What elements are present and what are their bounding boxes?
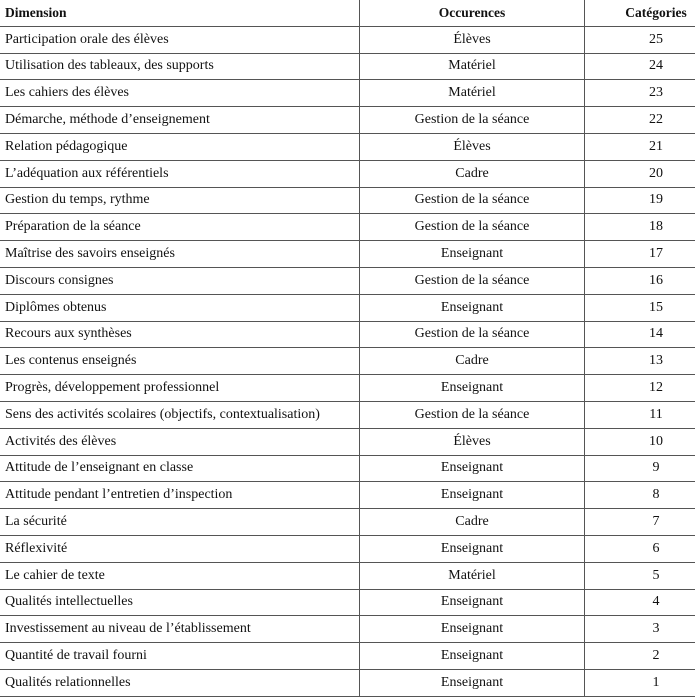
cell-occurence: Cadre xyxy=(360,348,585,375)
cell-dimension: La sécurité xyxy=(0,509,360,536)
cell-categorie: 10 xyxy=(585,428,695,455)
cell-categorie: 15 xyxy=(585,294,695,321)
cell-dimension: Le cahier de texte xyxy=(0,562,360,589)
cell-occurence: Élèves xyxy=(360,428,585,455)
cell-categorie: 7 xyxy=(585,509,695,536)
table-row xyxy=(0,589,695,616)
cell-dimension: Utilisation des tableaux, des supports xyxy=(0,53,360,80)
cell-occurence: Élèves xyxy=(360,133,585,160)
table-row xyxy=(0,375,695,402)
header-dimension: Dimension xyxy=(0,0,360,26)
cell-occurence: Enseignant xyxy=(360,241,585,268)
table-row xyxy=(0,509,695,536)
cell-dimension: L’adéquation aux référentiels xyxy=(0,160,360,187)
cell-categorie: 3 xyxy=(585,616,695,643)
cell-categorie: 20 xyxy=(585,160,695,187)
table-row xyxy=(0,321,695,348)
cell-categorie: 18 xyxy=(585,214,695,241)
cell-categorie: 17 xyxy=(585,241,695,268)
table-row xyxy=(0,562,695,589)
cell-categorie: 21 xyxy=(585,133,695,160)
cell-occurence: Enseignant xyxy=(360,375,585,402)
cell-occurence: Enseignant xyxy=(360,669,585,696)
cell-dimension: Qualités intellectuelles xyxy=(0,589,360,616)
table-row xyxy=(0,669,695,696)
cell-occurence: Enseignant xyxy=(360,482,585,509)
cell-occurence: Gestion de la séance xyxy=(360,187,585,214)
table-row xyxy=(0,401,695,428)
cell-categorie: 19 xyxy=(585,187,695,214)
cell-occurence: Gestion de la séance xyxy=(360,214,585,241)
cell-categorie: 4 xyxy=(585,589,695,616)
cell-categorie: 25 xyxy=(585,26,695,53)
table-row xyxy=(0,616,695,643)
cell-dimension: Les cahiers des élèves xyxy=(0,80,360,107)
cell-dimension: Progrès, développement professionnel xyxy=(0,375,360,402)
header-categories: Catégories xyxy=(585,0,695,26)
cell-categorie: 6 xyxy=(585,535,695,562)
cell-occurence: Enseignant xyxy=(360,294,585,321)
cell-dimension: Attitude de l’enseignant en classe xyxy=(0,455,360,482)
cell-occurence: Élèves xyxy=(360,26,585,53)
table-row xyxy=(0,535,695,562)
cell-occurence: Cadre xyxy=(360,160,585,187)
cell-occurence: Gestion de la séance xyxy=(360,267,585,294)
cell-occurence: Enseignant xyxy=(360,643,585,670)
cell-occurence: Enseignant xyxy=(360,616,585,643)
table-header-row xyxy=(0,0,695,26)
cell-dimension: Recours aux synthèses xyxy=(0,321,360,348)
cell-dimension: Attitude pendant l’entretien d’inspection xyxy=(0,482,360,509)
cell-occurence: Matériel xyxy=(360,53,585,80)
cell-dimension: Qualités relationnelles xyxy=(0,669,360,696)
cell-categorie: 5 xyxy=(585,562,695,589)
cell-categorie: 13 xyxy=(585,348,695,375)
cell-dimension: Maîtrise des savoirs enseignés xyxy=(0,241,360,268)
cell-categorie: 23 xyxy=(585,80,695,107)
table-row xyxy=(0,455,695,482)
cell-dimension: Discours consignes xyxy=(0,267,360,294)
cell-dimension: Relation pédagogique xyxy=(0,133,360,160)
cell-categorie: 22 xyxy=(585,107,695,134)
cell-dimension: Quantité de travail fourni xyxy=(0,643,360,670)
table-row xyxy=(0,241,695,268)
cell-categorie: 24 xyxy=(585,53,695,80)
cell-dimension: Investissement au niveau de l’établissement xyxy=(0,616,360,643)
cell-dimension: Réflexivité xyxy=(0,535,360,562)
cell-categorie: 14 xyxy=(585,321,695,348)
cell-dimension: Gestion du temps, rythme xyxy=(0,187,360,214)
cell-occurence: Enseignant xyxy=(360,455,585,482)
table-row xyxy=(0,267,695,294)
cell-occurence: Enseignant xyxy=(360,589,585,616)
table-body xyxy=(0,26,695,696)
cell-occurence: Matériel xyxy=(360,80,585,107)
cell-occurence: Gestion de la séance xyxy=(360,107,585,134)
cell-categorie: 16 xyxy=(585,267,695,294)
table-row xyxy=(0,53,695,80)
table-row xyxy=(0,428,695,455)
cell-categorie: 11 xyxy=(585,401,695,428)
cell-occurence: Enseignant xyxy=(360,535,585,562)
table-row xyxy=(0,294,695,321)
table-row xyxy=(0,107,695,134)
table-row xyxy=(0,643,695,670)
cell-categorie: 1 xyxy=(585,669,695,696)
table-row xyxy=(0,214,695,241)
cell-occurence: Cadre xyxy=(360,509,585,536)
table-row xyxy=(0,482,695,509)
cell-occurence: Gestion de la séance xyxy=(360,321,585,348)
cell-categorie: 2 xyxy=(585,643,695,670)
cell-dimension: Participation orale des élèves xyxy=(0,26,360,53)
cell-occurence: Gestion de la séance xyxy=(360,401,585,428)
header-occurences: Occurences xyxy=(360,0,585,26)
table-row xyxy=(0,80,695,107)
cell-dimension: Les contenus enseignés xyxy=(0,348,360,375)
cell-dimension: Démarche, méthode d’enseignement xyxy=(0,107,360,134)
table-row xyxy=(0,26,695,53)
cell-dimension: Sens des activités scolaires (objectifs, contextualisation) xyxy=(0,401,360,428)
cell-dimension: Diplômes obtenus xyxy=(0,294,360,321)
table-row xyxy=(0,133,695,160)
cell-categorie: 8 xyxy=(585,482,695,509)
cell-categorie: 12 xyxy=(585,375,695,402)
table-row xyxy=(0,187,695,214)
cell-dimension: Activités des élèves xyxy=(0,428,360,455)
table-row xyxy=(0,160,695,187)
cell-dimension: Préparation de la séance xyxy=(0,214,360,241)
table-row xyxy=(0,348,695,375)
cell-occurence: Matériel xyxy=(360,562,585,589)
cell-categorie: 9 xyxy=(585,455,695,482)
